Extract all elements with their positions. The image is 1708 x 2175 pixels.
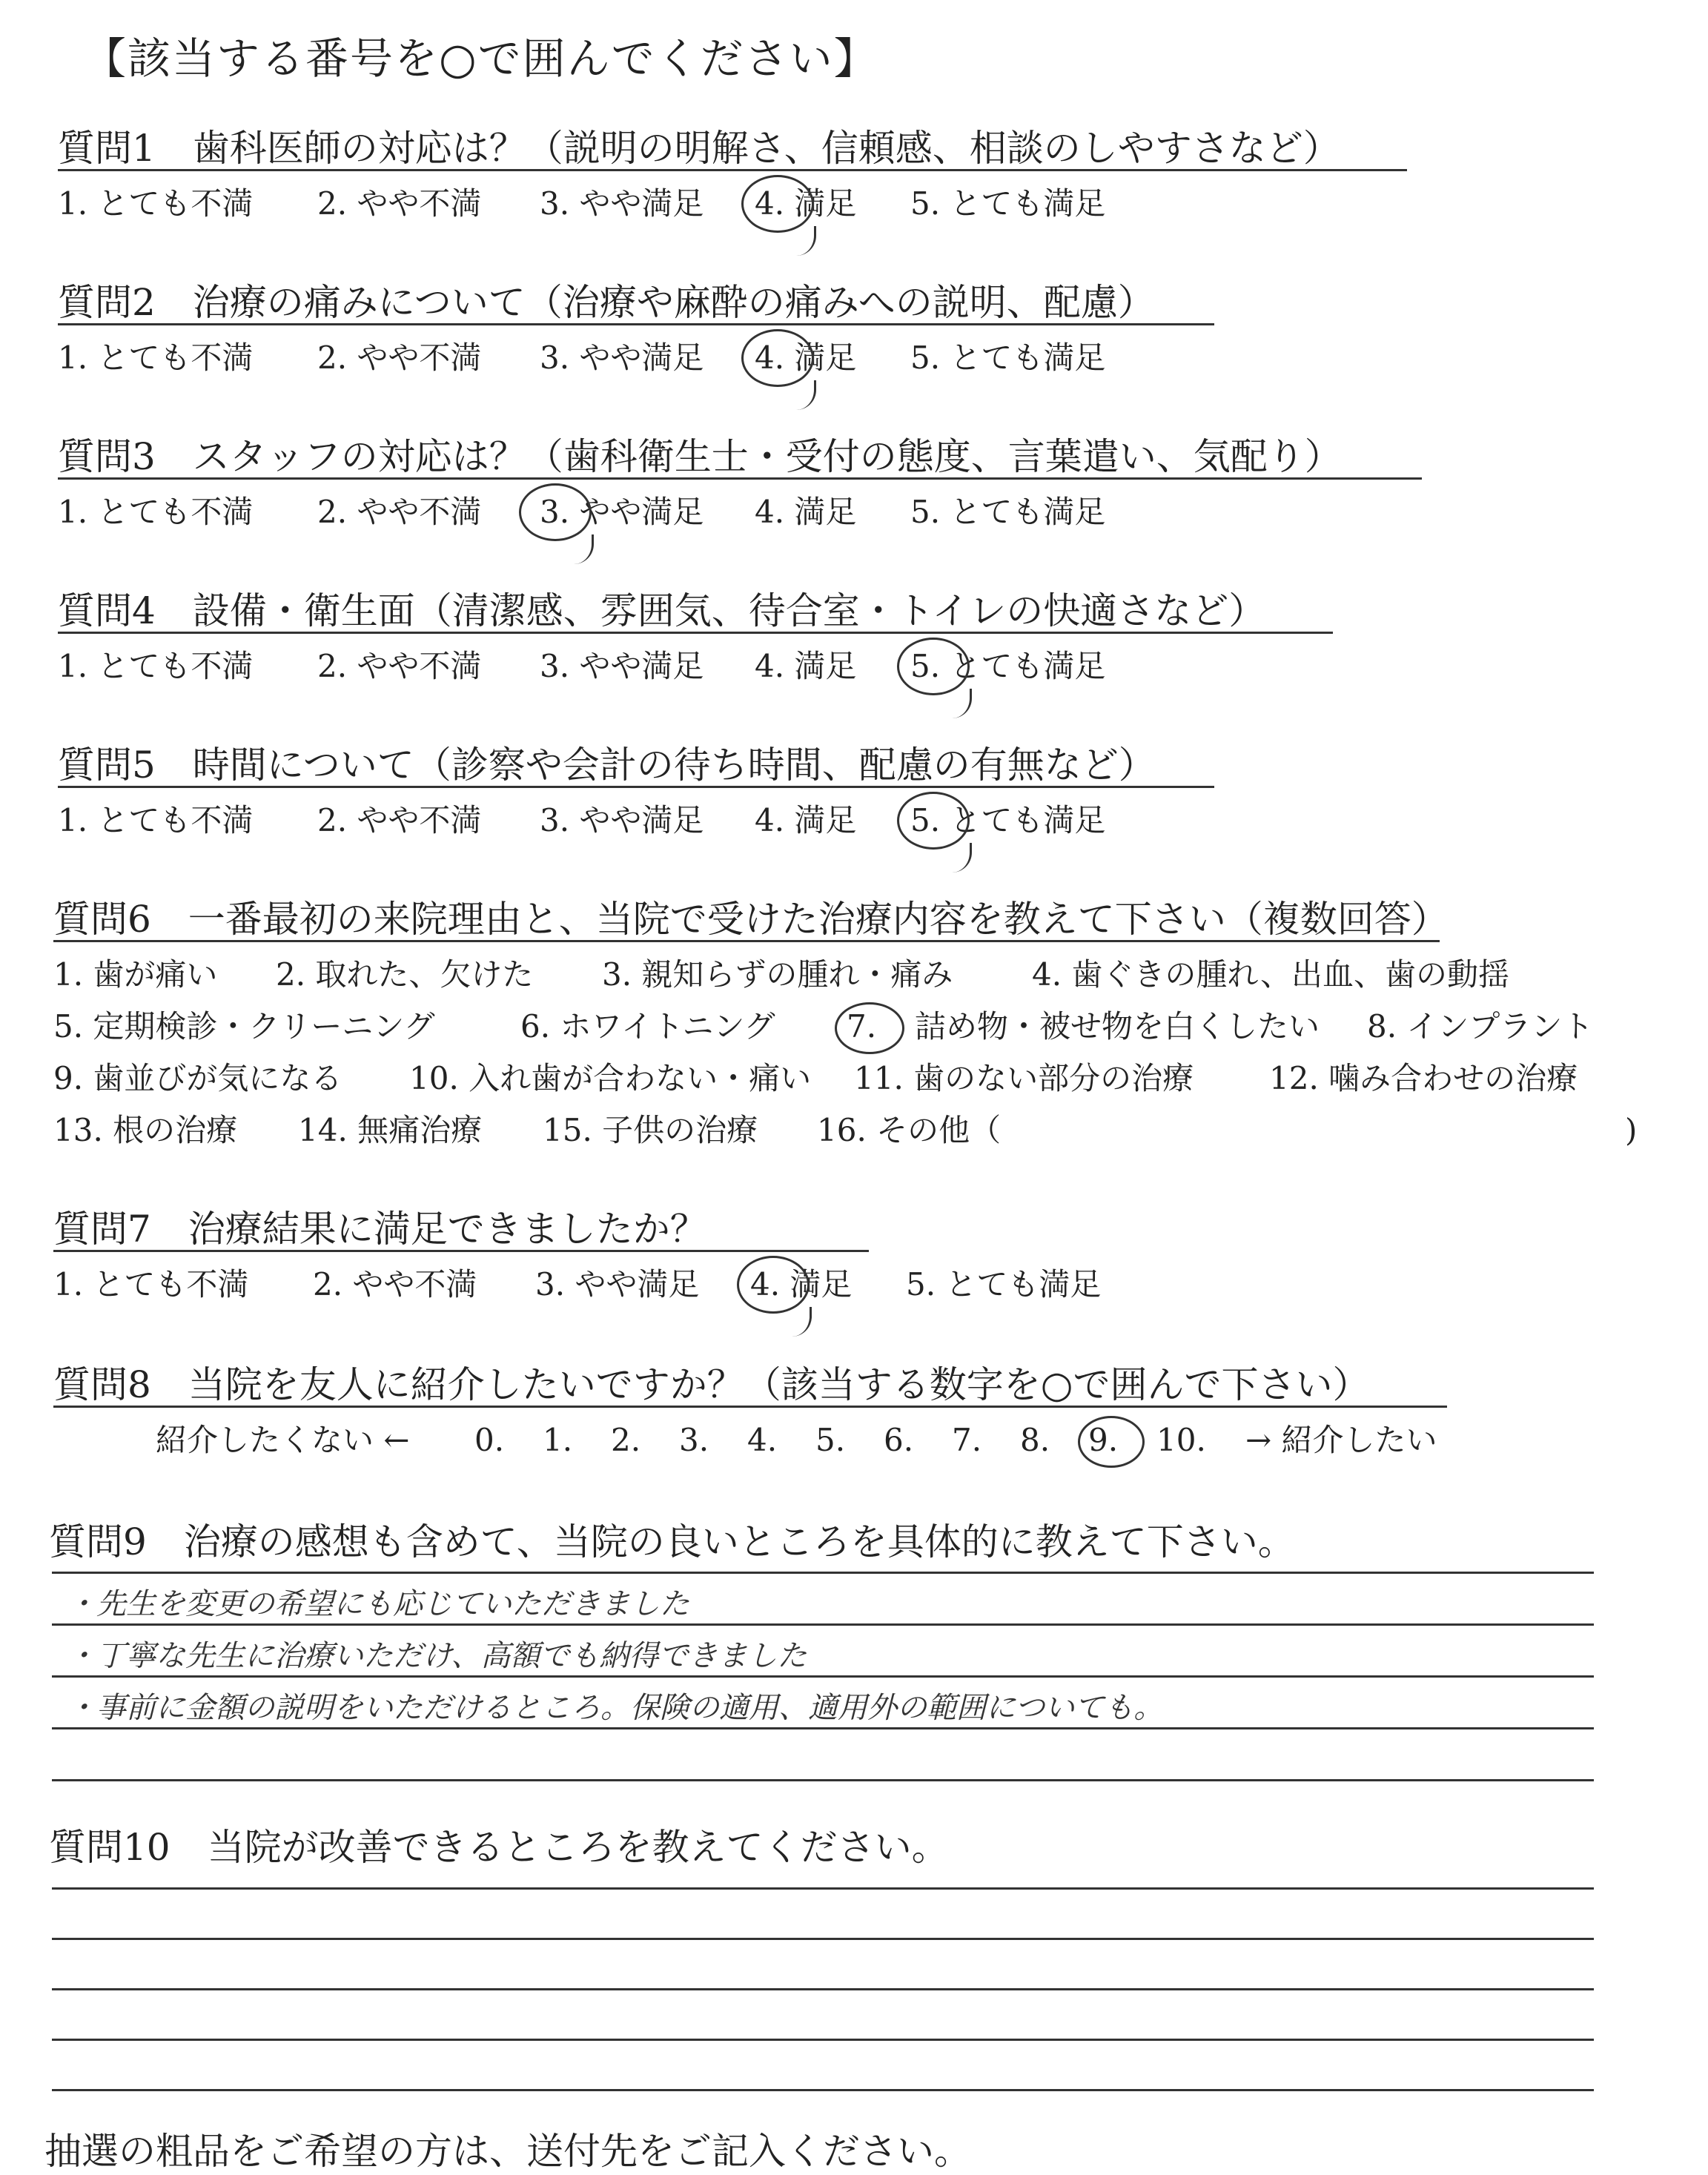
q6-row-1 xyxy=(53,950,1509,995)
q6-opt-14[interactable]: 14. 無痛治療 xyxy=(298,1112,483,1148)
q6-opt-9[interactable]: 9. 歯並びが気になる xyxy=(53,1060,342,1096)
q1-circle-mark xyxy=(741,175,814,233)
q6-circle-mark xyxy=(835,1002,904,1054)
q2-opt-3[interactable]: 3. やや満足 xyxy=(540,340,704,376)
q6-row-3 xyxy=(53,1054,1578,1099)
q8-scale xyxy=(156,1416,1437,1460)
q6-opt-16[interactable]: 16. その他（ xyxy=(817,1112,1002,1148)
q8-label: 質問8 当院を友人に紹介したいですか？（該当する数字を○で囲んで下さい） xyxy=(53,1363,1370,1406)
q6-opt-3[interactable]: 3. 親知らずの腫れ・痛み xyxy=(602,956,953,993)
q8-right-label: → 紹介したい xyxy=(1245,1422,1437,1458)
q6-row-4 xyxy=(53,1106,1637,1151)
q7-opt-5[interactable]: 5. とても満足 xyxy=(906,1266,1102,1302)
q10-line-4 xyxy=(52,2039,1594,2041)
q8-num-10[interactable]: 10. xyxy=(1156,1422,1206,1458)
q1-options xyxy=(58,179,1105,224)
q9-label: 質問9 治療の感想も含めて、当院の良いところを具体的に教えて下さい。 xyxy=(49,1520,1295,1563)
q7-circle-mark xyxy=(737,1256,810,1314)
q6-opt-2[interactable]: 2. 取れた、欠けた xyxy=(276,956,534,993)
q6-label: 質問6 一番最初の来院理由と、当院で受けた治療内容を教えて下さい（複数回答） xyxy=(53,898,1449,941)
q8-left-label: 紹介したくない ← xyxy=(156,1422,410,1458)
q4-opt-3[interactable]: 3. やや満足 xyxy=(540,648,704,684)
q5-opt-3[interactable]: 3. やや満足 xyxy=(540,802,704,838)
q7-options xyxy=(53,1260,1101,1305)
q6-opt-1[interactable]: 1. 歯が痛い xyxy=(53,956,218,993)
q2-opt-2[interactable]: 2. やや不満 xyxy=(317,340,482,376)
q6-row-2 xyxy=(53,1002,1593,1047)
q9-answer-3: ・事前に金額の説明をいただけるところ。保険の適用、適用外の範囲についても。 xyxy=(67,1691,1164,1725)
q8-num-4[interactable]: 4. xyxy=(747,1422,778,1458)
q8-num-1[interactable]: 1. xyxy=(543,1422,573,1458)
q5-underline xyxy=(58,786,1214,788)
q8-num-9[interactable] xyxy=(1088,1422,1156,1458)
q1-label: 質問1 歯科医師の対応は？（説明の明解さ、信頼感、相談のしやすさなど） xyxy=(58,127,1340,170)
q3-circle-mark xyxy=(519,483,592,541)
q8-circle-mark xyxy=(1078,1416,1145,1468)
q6-opt-4[interactable]: 4. 歯ぐきの腫れ、出血、歯の動揺 xyxy=(1032,956,1509,993)
q9-line-4 xyxy=(52,1727,1594,1729)
q4-opt-2[interactable]: 2. やや不満 xyxy=(317,648,482,684)
q2-opt-4[interactable]: 4. 満足 xyxy=(755,340,857,376)
q3-opt-3[interactable]: 3. やや満足 xyxy=(540,494,704,530)
q3-opt-4[interactable]: 4. 満足 xyxy=(755,494,857,530)
q1-underline xyxy=(58,169,1407,171)
q2-opt-1[interactable]: 1. とても不満 xyxy=(58,340,254,376)
q3-opt-5[interactable]: 5. とても満足 xyxy=(910,494,1106,530)
q7-opt-4[interactable]: 4. 満足 xyxy=(750,1266,853,1302)
q9-line-5 xyxy=(52,1779,1594,1781)
q7-opt-1[interactable]: 1. とても不満 xyxy=(53,1266,249,1302)
q8-underline xyxy=(53,1406,1447,1408)
q6-opt-7-num: 7. xyxy=(847,1008,877,1045)
q10-label: 質問10 当院が改善できるところを教えてください。 xyxy=(49,1826,949,1869)
q6-opt-16-close: ) xyxy=(1625,1112,1638,1148)
q8-num-6[interactable]: 6. xyxy=(884,1422,914,1458)
q10-line-2 xyxy=(52,1938,1594,1940)
q5-circle-mark xyxy=(897,792,970,850)
q5-label: 質問5 時間について（診察や会計の待ち時間、配慮の有無など） xyxy=(58,744,1156,787)
q7-label: 質問7 治療結果に満足できましたか？ xyxy=(53,1208,707,1251)
q7-opt-2[interactable]: 2. やや不満 xyxy=(313,1266,477,1302)
q2-options xyxy=(58,334,1105,378)
q4-underline xyxy=(58,632,1333,634)
q8-num-9-text: 9. xyxy=(1088,1422,1119,1458)
q2-circle-mark xyxy=(741,329,814,387)
q5-opt-1[interactable]: 1. とても不満 xyxy=(58,802,254,838)
q4-opt-4[interactable]: 4. 満足 xyxy=(755,648,857,684)
q5-opt-2[interactable]: 2. やや不満 xyxy=(317,802,482,838)
q8-num-7[interactable]: 7. xyxy=(952,1422,982,1458)
q3-label: 質問3 スタッフの対応は？（歯科衛生士・受付の態度、言葉遣い、気配り） xyxy=(58,435,1342,478)
q2-underline xyxy=(58,323,1214,325)
q3-underline xyxy=(58,477,1422,480)
q6-opt-12[interactable]: 12. 噛み合わせの治療 xyxy=(1269,1060,1578,1096)
q6-opt-6[interactable]: 6. ホワイトニング xyxy=(520,1008,775,1045)
q6-opt-5[interactable]: 5. 定期検診・クリーニング xyxy=(53,1008,435,1045)
q7-underline xyxy=(53,1250,869,1252)
q6-opt-15[interactable]: 15. 子供の治療 xyxy=(543,1112,758,1148)
q4-label: 質問4 設備・衛生面（清潔感、雰囲気、待合室・トイレの快適さなど） xyxy=(58,589,1266,632)
q9-answer-1: ・先生を変更の希望にも応じていただきました xyxy=(67,1587,689,1621)
q10-line-5 xyxy=(52,2089,1594,2091)
q9-line-1 xyxy=(52,1572,1594,1574)
q10-line-3 xyxy=(52,1988,1594,1990)
q4-circle-mark xyxy=(897,638,970,695)
q9-line-3 xyxy=(52,1675,1594,1678)
q8-num-5[interactable]: 5. xyxy=(815,1422,846,1458)
q6-opt-7[interactable] xyxy=(847,1008,915,1045)
q8-num-0[interactable]: 0. xyxy=(474,1422,505,1458)
q2-opt-5[interactable]: 5. とても満足 xyxy=(910,340,1106,376)
footer-note: 抽選の粗品をご希望の方は、送付先をご記入ください。 xyxy=(44,2130,971,2173)
q6-opt-8[interactable]: 8. インプラント xyxy=(1367,1008,1594,1045)
q8-num-2[interactable]: 2. xyxy=(611,1422,641,1458)
q6-underline xyxy=(53,940,1440,942)
q8-num-8[interactable]: 8. xyxy=(1020,1422,1050,1458)
q4-opt-1[interactable]: 1. とても不満 xyxy=(58,648,254,684)
q6-opt-11[interactable]: 11. 歯のない部分の治療 xyxy=(854,1060,1194,1096)
q1-opt-1[interactable]: 1. とても不満 xyxy=(58,185,254,222)
q5-opt-4[interactable]: 4. 満足 xyxy=(755,802,857,838)
q10-line-1 xyxy=(52,1887,1594,1890)
q9-line-2 xyxy=(52,1623,1594,1626)
q9-answer-2: ・丁寧な先生に治療いただけ、高額でも納得できました xyxy=(67,1639,807,1673)
q1-opt-3[interactable]: 3. やや満足 xyxy=(540,185,704,222)
q1-opt-2[interactable]: 2. やや不満 xyxy=(317,185,482,222)
q6-opt-13[interactable]: 13. 根の治療 xyxy=(53,1112,238,1148)
q3-opt-1[interactable]: 1. とても不満 xyxy=(58,494,254,530)
q1-opt-4[interactable]: 4. 満足 xyxy=(755,185,857,222)
q5-opt-5[interactable]: 5. とても満足 xyxy=(910,802,1106,838)
q6-opt-10[interactable]: 10. 入れ歯が合わない・痛い xyxy=(409,1060,812,1096)
q3-opt-2[interactable]: 2. やや不満 xyxy=(317,494,482,530)
q6-opt-7-label: 詰め物・被せ物を白くしたい xyxy=(915,1008,1320,1045)
page-title: 【該当する番号を○で囲んでください】 xyxy=(83,33,878,84)
q1-opt-5[interactable]: 5. とても満足 xyxy=(910,185,1106,222)
q8-num-3[interactable]: 3. xyxy=(679,1422,709,1458)
q7-opt-3[interactable]: 3. やや満足 xyxy=(535,1266,700,1302)
q4-opt-5[interactable]: 5. とても満足 xyxy=(910,648,1106,684)
q2-label: 質問2 治療の痛みについて（治療や麻酔の痛みへの説明、配慮） xyxy=(58,281,1155,324)
